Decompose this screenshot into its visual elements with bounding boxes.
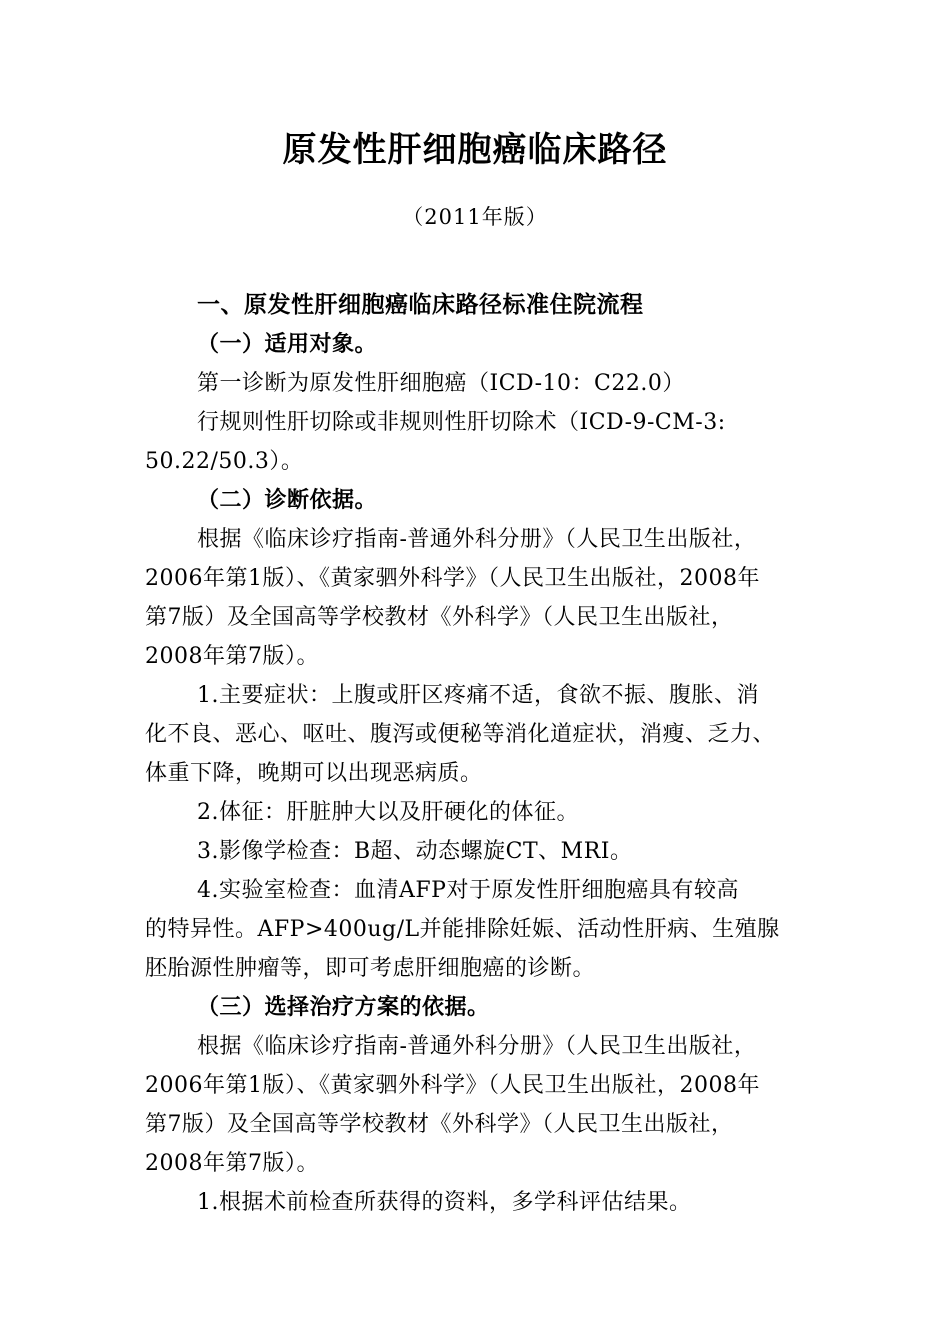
paragraph-line: 2008年第7版）。 [145,1151,319,1176]
paragraph-line: 根据《临床诊疗指南-普通外科分册》（人民卫生出版社， [197,527,757,552]
paragraph-line: 2008年第7版）。 [145,644,319,669]
paragraph-line: 胚胎源性肿瘤等，即可考虑肝细胞癌的诊断。 [145,956,596,981]
subsection-heading: （三）选择治疗方案的依据。 [197,995,490,1020]
paragraph-line: 行规则性肝切除或非规则性肝切除术（ICD-9-CM-3: [197,410,726,435]
document-title: 原发性肝细胞癌临床路径 [282,130,668,170]
section-heading: 一、原发性肝细胞癌临床路径标准住院流程 [197,292,644,318]
document-edition: （2011年版） [402,205,548,229]
paragraph-line: 第7版）及全国高等学校教材《外科学》（人民卫生出版社， [145,605,734,630]
paragraph-line: 50.22/50.3）。 [145,449,304,474]
document-body [145,286,817,1222]
subsection-heading: （二）诊断依据。 [197,488,378,513]
paragraph-line: 1.根据术前检查所获得的资料，多学科评估结果。 [197,1190,692,1215]
subsection-heading: （一）适用对象。 [197,332,378,357]
paragraph-line: 2006年第1版）、《黄家驷外科学》（人民卫生出版社，2008年 [145,566,760,591]
paragraph-line: 根据《临床诊疗指南-普通外科分册》（人民卫生出版社， [197,1034,757,1059]
paragraph-line: 化不良、恶心、呕吐、腹泻或便秘等消化道症状，消瘦、乏力、 [145,722,776,747]
paragraph-line: 体重下降，晚期可以出现恶病质。 [145,761,483,786]
paragraph-line: 2006年第1版）、《黄家驷外科学》（人民卫生出版社，2008年 [145,1073,760,1098]
paragraph-line: 4.实验室检查：血清AFP对于原发性肝细胞癌具有较高 [197,878,739,903]
paragraph-line: 3.影像学检查：B超、动态螺旋CT、MRI。 [197,839,633,864]
paragraph-line: 第一诊断为原发性肝细胞癌（ICD-10：C22.0） [197,371,685,396]
paragraph-line: 2.体征：肝脏肿大以及肝硬化的体征。 [197,800,579,825]
paragraph-line: 的特异性。AFP>400ug/L并能排除妊娠、活动性肝病、生殖腺 [145,917,780,942]
paragraph-line: 第7版）及全国高等学校教材《外科学》（人民卫生出版社， [145,1112,734,1137]
paragraph-line: 1.主要症状：上腹或肝区疼痛不适，食欲不振、腹胀、消 [197,683,759,708]
